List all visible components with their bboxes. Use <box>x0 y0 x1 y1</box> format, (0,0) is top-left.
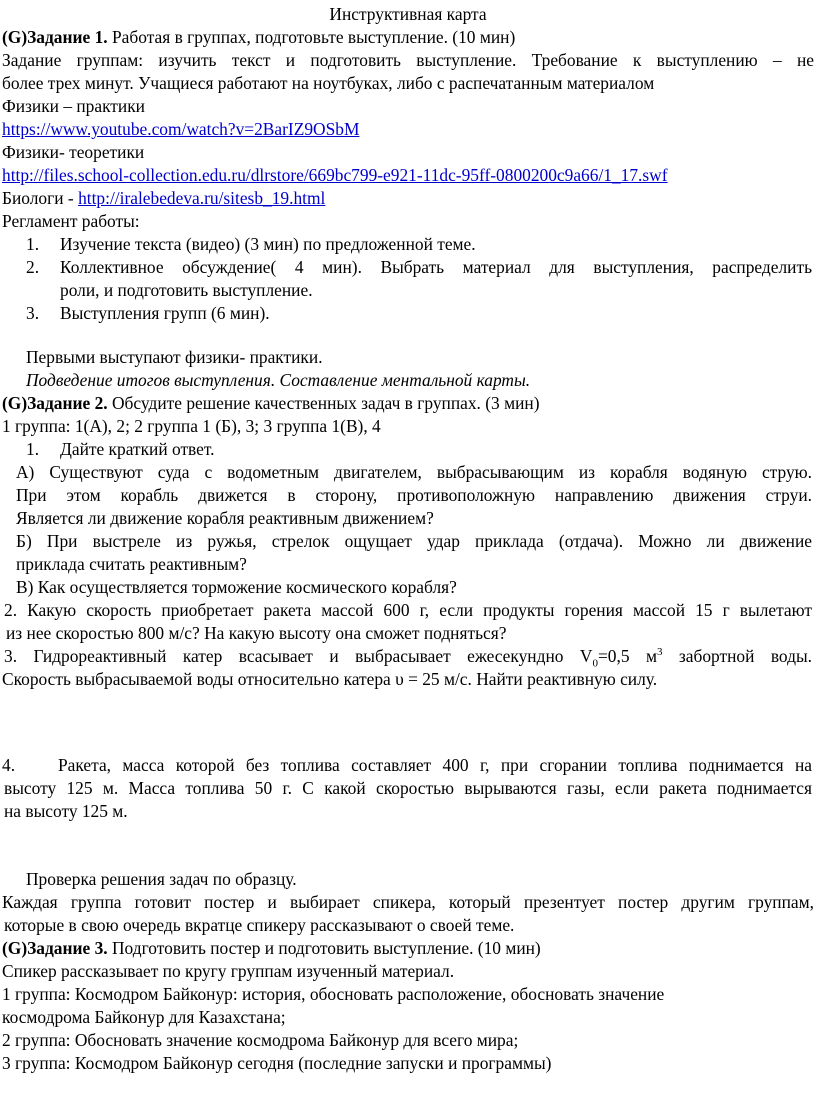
task2-text: Обсудите решение качественных задач в группах. (3 мин) <box>112 393 540 413</box>
question-b-line2: приклада считать реактивным? <box>16 554 247 574</box>
list-item: 3. Выступления групп (6 мин). <box>26 303 270 323</box>
question-a-line2: При этом корабль движется в сторону, противоположную направлению движения струи. <box>16 485 812 505</box>
task1-desc-line1: Задание группам: изучить текст и подготовить выступление. Требование к выступлению – не <box>2 50 814 70</box>
first-speakers-text: Первыми выступают физики- практики. <box>26 347 323 367</box>
physics-practice-label: Физики – практики <box>2 96 145 116</box>
question-a-line3: Является ли движение корабля реактивным движением? <box>16 508 434 528</box>
task3-label: (G)Задание 3. <box>2 938 108 958</box>
problem3-line1: 3. Гидрореактивный катер всасывает и выбрасывает ежесекундно $V_0=0,5$ $м^3$ забортной воды. <box>4 646 813 670</box>
question-a-line1: А) Существуют суда с водометным двигателем, выбрасывающим из корабля водяную струю. <box>16 462 812 482</box>
problem4-line1: 4. Ракета, масса которой без топлива составляет 400 г, при сгорании топлива поднимается на <box>2 755 812 775</box>
group3-text: 3 группа: Космодром Байконур сегодня (последние запуски и программы) <box>2 1053 552 1073</box>
task3-heading <box>2 937 541 960</box>
problem4-line3: на высоту 125 м. <box>4 801 128 821</box>
problem3-line2: Скорость выбрасываемой воды относительно катера υ = 25 м/с. Найти реактивную силу. <box>2 669 658 689</box>
group1-line1: 1 группа: Космодром Байконур: история, обосновать расположение, обосновать значение <box>2 984 665 1004</box>
task3-text: Подготовить постер и подготовить выступление. (10 мин) <box>112 938 541 958</box>
task1-text: Работая в группах, подготовьте выступление. (10 мин) <box>112 27 516 47</box>
problem4-line2: высоту 125 м. Масса топлива 50 г. С какой скоростью вырываются газы, если ракета поднимается <box>4 778 812 798</box>
list-item: 1. Изучение текста (видео) (3 мин) по предложенной теме. <box>26 234 476 254</box>
poster-line2: которые в свою очередь вкратце спикеру рассказывают о своей теме. <box>4 915 515 935</box>
speaker-text: Спикер рассказывает по кругу группам изученный материал. <box>2 961 455 981</box>
task1-label: (G)Задание 1. <box>2 27 108 47</box>
group2-text: 2 группа: Обосновать значение космодрома Байконур для всего мира; <box>2 1030 519 1050</box>
problem2-line2: из нее скоростью 800 м/с? На какую высоту она сможет подняться? <box>6 623 507 643</box>
check-text: Проверка решения задач по образцу. <box>26 869 297 889</box>
poster-line1: Каждая группа готовит постер и выбирает спикера, который презентует постер другим группам, <box>2 892 814 912</box>
task1-desc-line2: более трех минут. Учащиеся работают на ноутбуках, либо с распечатанным материалом <box>2 73 655 93</box>
question-v: В) Как осуществляется торможение космического корабля? <box>16 577 457 597</box>
task1-heading <box>2 26 515 49</box>
task2-label: (G)Задание 2. <box>2 393 108 413</box>
school-collection-link[interactable]: http://files.school-collection.edu.ru/dlrstore/669bc799-e921-11dc-95ff-0800200c9a66/1_17.swf <box>2 165 668 185</box>
summary-text: Подведение итогов выступления. Составление ментальной карты. <box>26 370 531 390</box>
task2-groups: 1 группа: 1(А), 2; 2 группа 1 (Б), 3; 3 группа 1(В), 4 <box>2 416 381 436</box>
biology-link[interactable]: http://iralebedeva.ru/sitesb_19.html <box>78 188 326 208</box>
list-item-continuation: роли, и подготовить выступление. <box>60 280 313 300</box>
biology-line <box>2 187 325 210</box>
problem2-line1: 2. Какую скорость приобретает ракета массой 600 г, если продукты горения массой 15 г вылетают <box>4 600 812 620</box>
list-item: 2. Коллективное обсуждение( 4 мин). Выбрать материал для выступления, распределить <box>26 257 812 277</box>
task2-heading <box>2 392 540 415</box>
youtube-link[interactable]: https://www.youtube.com/watch?v=2BarIZ9OSbM <box>2 119 360 139</box>
group1-line2: космодрома Байконур для Казахстана; <box>2 1007 286 1027</box>
physics-theory-label: Физики- теоретики <box>2 142 145 162</box>
schedule-title: Регламент работы: <box>2 211 140 231</box>
question1-heading: 1. Дайте краткий ответ. <box>26 439 215 459</box>
biology-label: Биологи - <box>2 188 79 208</box>
question-b-line1: Б) При выстреле из ружья, стрелок ощущает удар приклада (отдача). Можно ли движение <box>16 531 812 551</box>
page-title: Инструктивная карта <box>329 4 487 24</box>
